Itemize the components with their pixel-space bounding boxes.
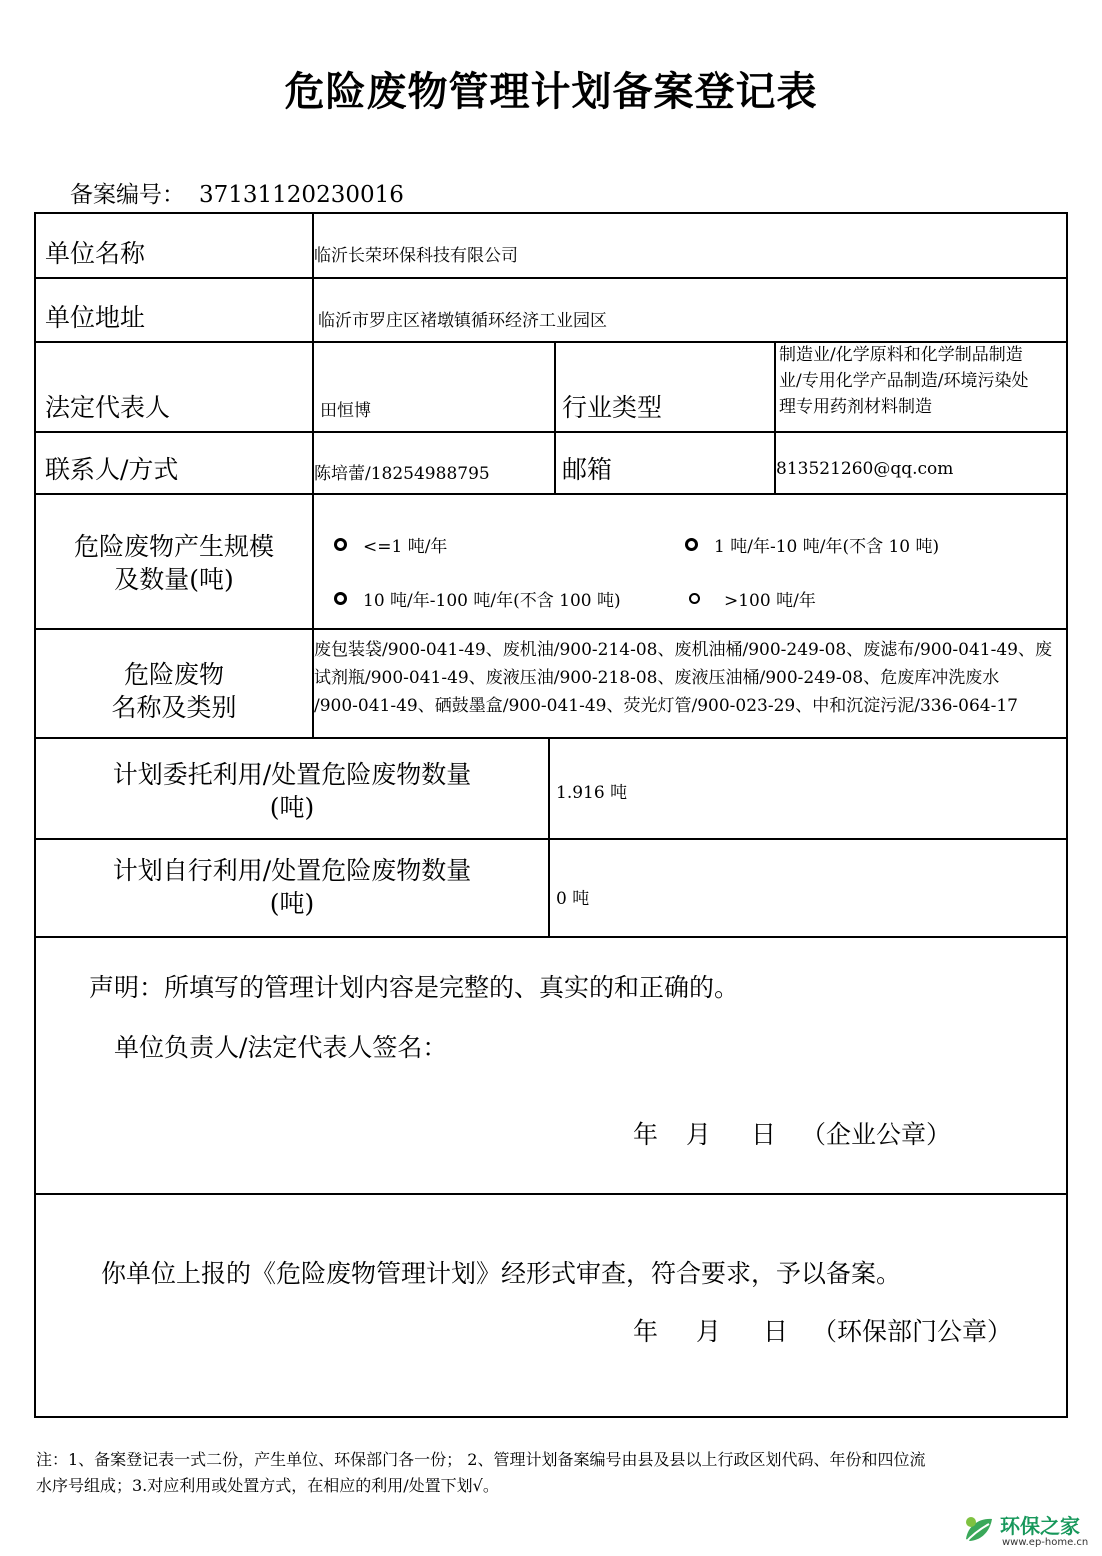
unit-address-value: 临沂市罗庄区褚墩镇循环经济工业园区: [318, 311, 607, 331]
email-label: 邮箱: [562, 455, 613, 484]
email-value: 813521260@qq.com: [776, 459, 954, 479]
scale-label-line: 危险废物产生规模: [73, 532, 274, 561]
legal-rep-value: 田恒博: [320, 401, 371, 421]
waste-names-label-line: 名称及类别: [111, 693, 237, 722]
scale-label-line: 及数量(吨): [114, 565, 234, 594]
radio-unchecked-icon: [689, 593, 700, 604]
contact-value: 陈培蕾/18254988795: [314, 464, 490, 484]
scale-label: [36, 530, 312, 596]
approval-date-day: 日: [763, 1317, 789, 1346]
declaration-date-year: 年: [633, 1120, 659, 1149]
scale-option-3[interactable]: 10 吨/年-100 吨/年(不含 100 吨): [334, 586, 621, 611]
watermark-url: www.ep-home.cn: [1002, 1537, 1089, 1548]
legal-rep-label: 法定代表人: [45, 393, 171, 422]
approval-text: 你单位上报的《危险废物管理计划》经形式审查，符合要求，予以备案。: [101, 1259, 902, 1288]
self-handled-label: [36, 854, 548, 920]
declaration-date-day: 日: [751, 1120, 777, 1149]
scale-option-4[interactable]: >100 吨/年: [688, 586, 816, 611]
watermark-name: 环保之家: [1000, 1514, 1080, 1538]
declaration-statement: 声明：所填写的管理计划内容是完整的、真实的和正确的。: [89, 973, 740, 1002]
footnote-line: 水序号组成；3.对应利用或处置方式，在相应的利用/处置下划√。: [36, 1476, 499, 1495]
watermark-logo: [962, 1510, 1097, 1552]
record-number-label: 备案编号：: [70, 182, 185, 208]
waste-names-line: /900-041-49、硒鼓墨盒/900-041-49、荧光灯管/900-023-29、中和沉淀污泥/336-064-17: [314, 696, 1018, 716]
industry-line: 制造业/化学原料和化学制品制造: [779, 345, 1023, 365]
form-title: 危险废物管理计划备案登记表: [284, 69, 818, 115]
waste-names-line: 试剂瓶/900-041-49、废液压油/900-218-08、废液压油桶/900-249-08、危废库冲洗废水: [314, 668, 1000, 688]
industry-line: 业/专用化学产品制造/环境污染处: [779, 371, 1029, 391]
record-number-value: 37131120230016: [199, 182, 404, 208]
footnote: [36, 1447, 1076, 1499]
self-handled-label-line: 计划自行利用/处置危险废物数量: [112, 856, 472, 885]
industry-value: [779, 342, 1028, 420]
contact-label: 联系人/方式: [45, 455, 179, 484]
scale-option-2[interactable]: 1 吨/年-10 吨/年(不含 10 吨): [685, 532, 939, 557]
footnote-line: 注：1、备案登记表一式二份，产生单位、环保部门各一份； 2、管理计划备案编号由县及县以上行政区划代码、年份和四位流: [36, 1450, 926, 1469]
scale-option-1[interactable]: <=1 吨/年: [334, 532, 447, 557]
approval-date-month: 月: [696, 1317, 722, 1346]
leaf-icon: [962, 1513, 996, 1547]
declaration-date-month: 月: [686, 1120, 712, 1149]
industry-line: 理专用药剂材料制造: [779, 397, 932, 417]
radio-checked-icon: [334, 538, 347, 551]
waste-names-label-line: 危险废物: [123, 660, 224, 689]
waste-names-label: [36, 658, 312, 724]
unit-name-value: 临沂长荣环保科技有限公司: [314, 246, 518, 266]
self-handled-value: 0 吨: [556, 889, 590, 909]
entrusted-label-line: 计划委托利用/处置危险废物数量: [112, 760, 472, 789]
waste-names-value: [314, 636, 1052, 720]
record-number: [70, 176, 404, 209]
approval-date-year: 年: [633, 1317, 659, 1346]
registration-table: [34, 212, 1068, 1418]
industry-label: 行业类型: [562, 393, 663, 422]
radio-checked-icon: [685, 538, 698, 551]
entrusted-value: 1.916 吨: [556, 783, 628, 803]
unit-address-label: 单位地址: [45, 303, 146, 332]
enterprise-seal: （企业公章）: [801, 1120, 952, 1149]
entrusted-label: [36, 758, 548, 824]
entrusted-label-line: (吨): [269, 793, 315, 822]
unit-name-label: 单位名称: [45, 239, 146, 268]
radio-checked-icon: [334, 592, 347, 605]
waste-names-line: 废包装袋/900-041-49、废机油/900-214-08、废机油桶/900-249-08、废滤布/900-041-49、废: [314, 640, 1052, 660]
signature-label: 单位负责人/法定代表人签名：: [114, 1033, 448, 1062]
environmental-seal: （环保部门公章）: [812, 1317, 1013, 1346]
self-handled-label-line: (吨): [269, 889, 315, 918]
